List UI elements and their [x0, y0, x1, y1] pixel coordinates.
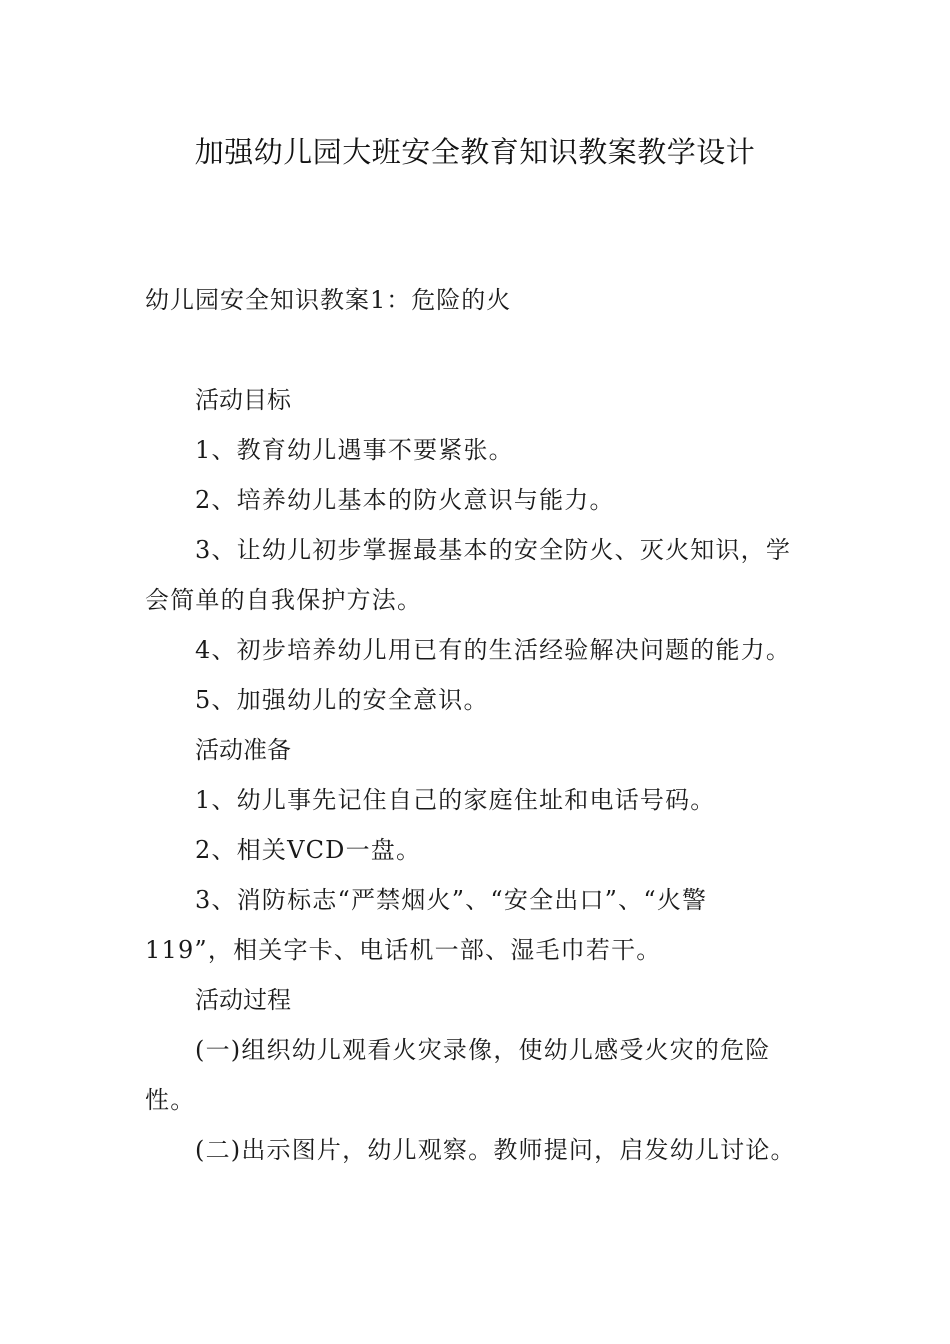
goal-item-continuation: 会简单的自我保护方法。 [145, 586, 423, 614]
prep-item: 3、消防标志“严禁烟火”、“安全出口”、“火警 [195, 886, 708, 914]
goal-item: 2、培养幼儿基本的防火意识与能力。 [195, 486, 615, 514]
process-heading: 活动过程 [195, 986, 291, 1014]
goal-item: 5、加强幼儿的安全意识。 [195, 686, 489, 714]
process-item: (一)组织幼儿观看火灾录像，使幼儿感受火灾的危险 [195, 1036, 771, 1064]
document-title: 加强幼儿园大班安全教育知识教案教学设计 [194, 135, 756, 169]
goal-item: 3、让幼儿初步掌握最基本的安全防火、灭火知识，学 [195, 536, 792, 564]
process-item-continuation: 性。 [145, 1086, 196, 1114]
lesson-title: 幼儿园安全知识教案1：危险的火 [145, 286, 512, 314]
prep-item-continuation: 119”，相关字卡、电话机一部、湿毛巾若干。 [145, 936, 662, 964]
prep-item: 2、相关VCD一盘。 [195, 836, 422, 864]
goals-heading: 活动目标 [195, 386, 291, 414]
process-item: (二)出示图片，幼儿观察。教师提问，启发幼儿讨论。 [195, 1136, 796, 1164]
goal-item: 1、教育幼儿遇事不要紧张。 [195, 436, 514, 464]
goal-item: 4、初步培养幼儿用已有的生活经验解决问题的能力。 [195, 636, 792, 664]
prep-heading: 活动准备 [195, 736, 291, 764]
prep-item: 1、幼儿事先记住自己的家庭住址和电话号码。 [195, 786, 716, 814]
